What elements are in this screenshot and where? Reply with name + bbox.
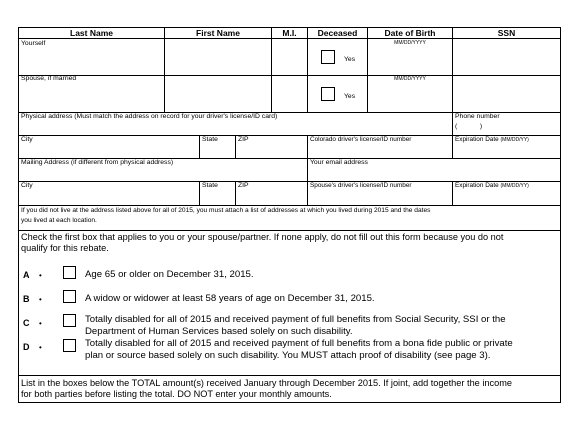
option-d-text-line1: Totally disabled for all of 2015 and received payment of full benefits from a bona fide public or private: [85, 338, 513, 349]
colorado-license-label: Colorado driver's license/ID number: [310, 136, 412, 143]
option-c-text-line2: Department of Human Services based solely on such disability.: [85, 326, 353, 337]
option-b-checkbox[interactable]: [63, 290, 76, 303]
rule: [235, 135, 236, 158]
state-label: State: [202, 136, 218, 143]
deceased-yes-label: Yes: [344, 56, 356, 63]
option-b-bullet: •: [39, 295, 42, 304]
rule: [452, 112, 453, 158]
header-deceased: Deceased: [317, 28, 358, 38]
option-c-letter: C: [23, 318, 30, 328]
deceased-checkbox-spouse[interactable]: [321, 87, 335, 101]
rule: [199, 135, 200, 158]
option-a-checkbox[interactable]: [63, 266, 76, 279]
header-first-name: First Name: [196, 28, 240, 38]
email-label: Your email address: [310, 159, 368, 166]
mailing-address-label: Mailing Address (if different from physical address): [21, 159, 174, 166]
option-d-letter: D: [23, 342, 30, 352]
rule: [307, 135, 308, 205]
spouse-license-label: Spouse's driver's license/ID number: [310, 182, 412, 189]
header-mi: M.I.: [282, 28, 297, 38]
state-label: State: [202, 182, 218, 189]
option-c-checkbox[interactable]: [63, 314, 76, 327]
expiration-date-label: [455, 183, 529, 189]
zip-label: ZIP: [238, 136, 249, 143]
rule: [19, 375, 560, 376]
header-date-of-birth: Date of Birth: [384, 28, 436, 38]
expiration-date-format: (MM/DD/YY): [500, 183, 529, 189]
row-label-spouse: Spouse, if married: [21, 75, 77, 82]
rule: [452, 181, 453, 205]
option-b-text: A widow or widower at least 58 years of age on December 31, 2015.: [85, 293, 375, 304]
physical-address-label: Physical address (Must match the address on record for your driver's license/ID card): [21, 113, 278, 120]
rule: [235, 181, 236, 205]
income-instruction-line1: List in the boxes below the TOTAL amount(s) received January through December 2015. If joint, add together the income: [21, 378, 512, 388]
option-c-text-line1: Totally disabled for all of 2015 and received payment of full benefits from Social Security, SSI or the: [85, 314, 506, 325]
option-d-bullet: •: [39, 343, 42, 352]
expiration-date-text: Expiration Date: [455, 136, 499, 143]
option-d-checkbox[interactable]: [63, 339, 76, 352]
expiration-date-text: Expiration Date: [455, 182, 499, 189]
city-label: City: [21, 136, 33, 143]
header-ssn: SSN: [497, 28, 516, 38]
rule: [19, 230, 560, 231]
option-c-bullet: •: [39, 319, 42, 328]
deceased-yes-label: Yes: [344, 93, 356, 100]
rule: [19, 75, 560, 76]
option-a-bullet: •: [39, 271, 42, 280]
header-last-name: Last Name: [70, 28, 113, 38]
income-instruction-line2: for both parties before listing the total. DO NOT enter your monthly amounts.: [21, 389, 332, 399]
city-label: City: [21, 182, 33, 189]
rule: [164, 28, 165, 112]
dob-format-yourself: MM/DD/YYYY: [394, 40, 426, 46]
row-label-yourself: Yourself: [21, 40, 46, 47]
phone-number-label: Phone number: [455, 113, 500, 120]
rule: [452, 28, 453, 112]
option-a-text: Age 65 or older on December 31, 2015.: [85, 269, 254, 280]
instruction-line2: qualify for this rebate.: [21, 243, 109, 253]
rule: [19, 38, 560, 39]
zip-label: ZIP: [238, 182, 249, 189]
option-d-text-line2: plan or source based solely on such disability. You MUST attach proof of disability (see page 3).: [85, 350, 491, 361]
rule: [271, 28, 272, 112]
phone-area-code: ( ): [455, 123, 483, 130]
dob-format-spouse: MM/DD/YYYY: [394, 76, 426, 82]
expiration-date-format: (MM/DD/YY): [500, 137, 529, 143]
rule: [199, 181, 200, 205]
instruction-line1: Check the first box that applies to you or your spouse/partner. If none apply, do not fill out this form because you do not: [21, 232, 504, 242]
address-history-note-line2: you lived at each location.: [21, 217, 97, 224]
option-a-letter: A: [23, 270, 30, 280]
expiration-date-label: [455, 137, 529, 143]
rule: [307, 28, 308, 112]
rule: [19, 205, 560, 206]
address-history-note-line1: If you did not live at the address listed above for all of 2015, you must attach a list of addresses at which you lived during 2015 and the dates: [21, 207, 431, 214]
option-b-letter: B: [23, 294, 30, 304]
deceased-checkbox-yourself[interactable]: [321, 50, 335, 64]
rebate-form: [18, 27, 561, 403]
